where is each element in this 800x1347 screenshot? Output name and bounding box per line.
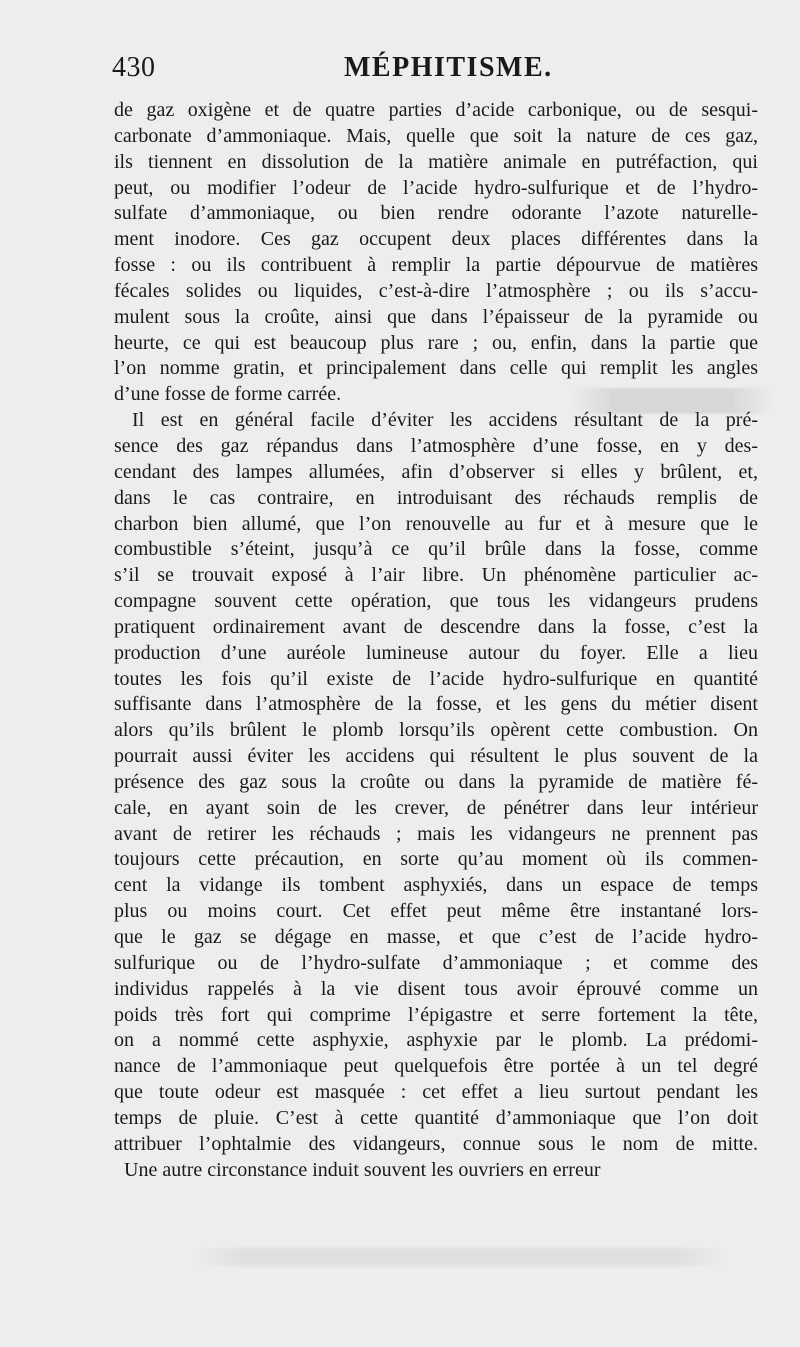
running-head: MÉPHITISME. (344, 52, 553, 83)
text-line: plus ou moins court. Cet effet peut même être instantané lors- (114, 900, 758, 923)
text-line: heurte, ce qui est beaucoup plus rare ; ou, enfin, dans la partie que (114, 331, 758, 354)
text-line: dans le cas contraire, en introduisant des réchauds remplis de (114, 486, 758, 509)
text-line: toutes les fois qu’il existe de l’acide hydro-sulfurique en quantité (114, 667, 758, 690)
body-text (114, 98, 758, 1183)
text-line: poids très fort qui comprime l’épigastre et serre fortement la tête, (114, 1003, 758, 1026)
text-line: combustible s’éteint, jusqu’à ce qu’il brûle dans la fosse, comme (114, 538, 758, 561)
text-line: fosse : ou ils contribuent à remplir la partie dépourvue de matières (114, 254, 758, 277)
text-line: pratiquent ordinairement avant de descendre dans la fosse, c’est la (114, 615, 758, 638)
text-line: charbon bien allumé, que l’on renouvelle au fur et à mesure que le (114, 512, 758, 535)
text-line: on a nommé cette asphyxie, asphyxie par le plomb. La prédomi- (114, 1029, 758, 1052)
text-line: nance de l’ammoniaque peut quelquefois être portée à un tel degré (114, 1055, 758, 1078)
text-line: d’une fosse de forme carrée. (114, 383, 342, 406)
text-line: attribuer l’ophtalmie des vidangeurs, connue sous le nom de mitte. (114, 1132, 758, 1155)
text-line: Il est en général facile d’éviter les accidens résultant de la pré- (132, 409, 758, 432)
text-line: compagne souvent cette opération, que tous les vidangeurs prudens (114, 590, 758, 613)
text-line: cale, en ayant soin de les crever, de pénétrer dans leur intérieur (114, 796, 758, 819)
text-line: Une autre circonstance induit souvent les ouvriers en erreur (124, 1158, 601, 1181)
text-line: cendant des lampes allumées, afin d’observer si elles y brûlent, et, (114, 460, 758, 483)
text-line: cent la vidange ils tombent asphyxiés, dans un espace de temps (114, 874, 758, 897)
text-line: sence des gaz répandus dans l’atmosphère d’une fosse, en y des- (114, 434, 758, 457)
text-line: peut, ou modifier l’odeur de l’acide hydro-sulfurique et de l’hydro- (114, 176, 758, 199)
text-line: s’il se trouvait exposé à l’air libre. Un phénomène particulier ac- (114, 564, 758, 587)
text-line: que toute odeur est masquée : cet effet a lieu surtout pendant les (114, 1081, 758, 1104)
text-line: ils tiennent en dissolution de la matière animale en putréfaction, qui (114, 150, 758, 173)
text-line: présence des gaz sous la croûte ou dans la pyramide de matière fé- (114, 770, 758, 793)
text-line: sulfate d’ammoniaque, ou bien rendre odorante l’azote naturelle- (114, 202, 758, 225)
bleed-through-mark (190, 1248, 730, 1266)
text-line: suffisante dans l’atmosphère de la fosse, et les gens du métier disent (114, 693, 758, 716)
text-line: fécales solides ou liquides, c’est-à-dire l’atmosphère ; ou ils s’accu- (114, 279, 758, 302)
text-line: pourrait aussi éviter les accidens qui résultent le plus souvent de la (114, 745, 758, 768)
page-number: 430 (112, 52, 156, 83)
text-line: toujours cette précaution, en sorte qu’au moment où ils commen- (114, 848, 758, 871)
text-line: temps de pluie. C’est à cette quantité d’ammoniaque que l’on doit (114, 1106, 758, 1129)
text-line: avant de retirer les réchauds ; mais les vidangeurs ne prennent pas (114, 822, 758, 845)
text-line: mulent sous la croûte, ainsi que dans l’épaisseur de la pyramide ou (114, 305, 758, 328)
text-line: que le gaz se dégage en masse, et que c’est de l’acide hydro- (114, 926, 758, 948)
text-line: l’on nomme gratin, et principalement dans celle qui remplit les angles (114, 357, 758, 380)
page-header (112, 52, 752, 86)
text-line: carbonate d’ammoniaque. Mais, quelle que soit la nature de ces gaz, (114, 124, 758, 147)
text-line: de gaz oxigène et de quatre parties d’acide carbonique, ou de sesqui- (114, 99, 758, 121)
text-line: individus rappelés à la vie disent tous avoir éprouvé comme un (114, 977, 758, 1000)
text-line: alors qu’ils brûlent le plomb lorsqu’ils opèrent cette combustion. On (114, 719, 758, 742)
text-line: production d’une auréole lumineuse autour du foyer. Elle a lieu (114, 641, 758, 664)
text-line: ment inodore. Ces gaz occupent deux places différentes dans la (114, 228, 758, 251)
text-line: sulfurique ou de l’hydro-sulfate d’ammoniaque ; et comme des (114, 951, 758, 974)
